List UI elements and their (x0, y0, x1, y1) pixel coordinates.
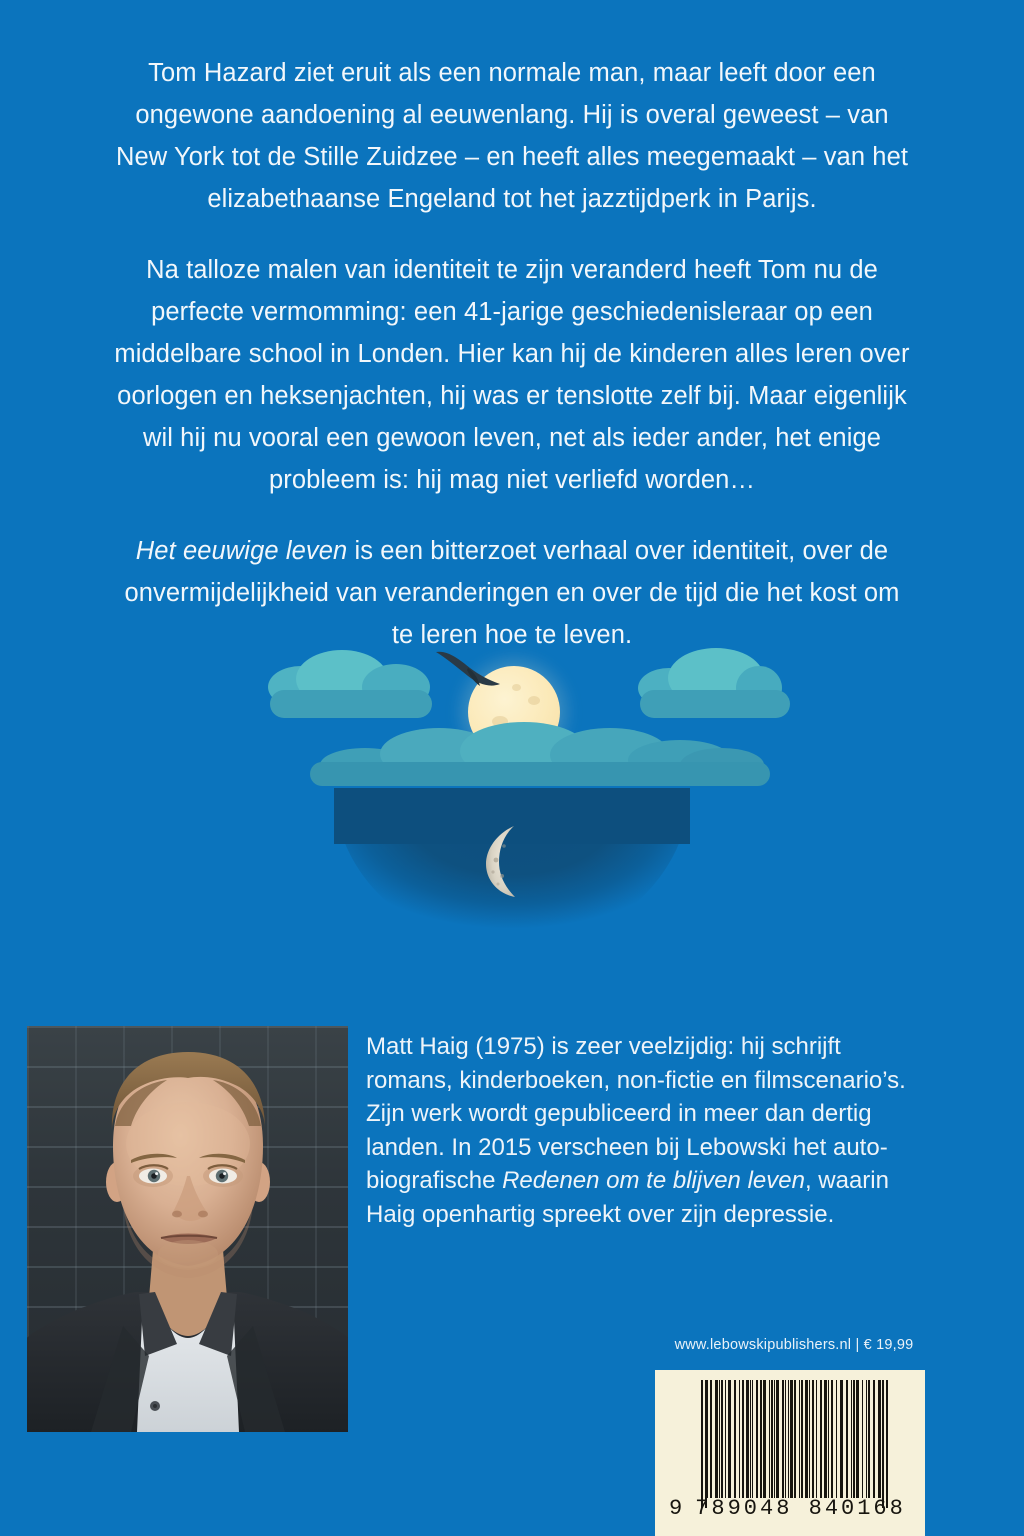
barcode (655, 1370, 925, 1536)
matt-haig-portrait (27, 1026, 348, 1432)
barcode-lead-digit: 9 (669, 1496, 686, 1521)
cloud-icon (640, 690, 790, 718)
cloud-icon (310, 762, 770, 786)
book-title-italic: Het eeuwige leven (135, 537, 348, 565)
bio-book-title-italic: Redenen om te blijven leven (502, 1167, 805, 1194)
barcode-bars (701, 1380, 896, 1498)
blurb-paragraph-3-rest: is een bitterzoet verhaal over identiteit, over de onvermijdelijkheid van veranderingen en over de tijd die het kost om te leren hoe te leven. (124, 537, 900, 649)
dome-edge-mask (310, 788, 334, 846)
cloud-icon (270, 690, 432, 718)
blurb-paragraph-2: Na talloze malen van identiteit te zijn veranderd heeft Tom nu de perfecte vermomming: een 41-jarige geschiedenisleraar op een middelbare school in Londen. Hier kan hij de kinderen alles leren over oorlogen en heksenjachten, hij was er tenslotte zelf bij. Maar eigenlijk wil hij nu vooral een gewoon leven, net als ieder ander, het enige probleem is: hij mag niet verliefd worden… (114, 256, 910, 494)
bird-icon (434, 648, 506, 690)
portrait-figure (27, 1026, 348, 1432)
barcode-main-digits: 789048 840168 (695, 1496, 906, 1521)
barcode-digits (669, 1496, 909, 1521)
bio-part-2: , waarin Haig openhartig spreekt over zijn depressie. (366, 1167, 889, 1228)
blurb-text (112, 52, 912, 656)
bio-part-1: Matt Haig (1975) is zeer veelzijdig: hij schrijft romans, kinderboeken, non-fictie en filmscenario’s. Zijn werk wordt gepubliceerd in meer dan dertig landen. In 2015 verscheen bij Lebowski het auto-biografische (366, 1033, 906, 1194)
crescent-moon-icon (484, 824, 530, 898)
dome-edge-mask (690, 788, 714, 846)
sun-crater (512, 684, 521, 691)
blurb-paragraph-1: Tom Hazard ziet eruit als een normale man, maar leeft door een ongewone aandoening al eeuwenlang. Hij is overal geweest – van New York tot de Stille Zuidzee – en heeft alles meegemaakt – van het elizabethaanse Engeland tot het jazztijdperk in Parijs. (115, 59, 909, 213)
publisher-line[interactable]: www.lebowskipublishers.nl | € 19,99 (674, 1337, 914, 1353)
sun-crater (528, 696, 540, 705)
sun-and-moon-illustration (250, 628, 774, 950)
author-bio (366, 1030, 926, 1231)
